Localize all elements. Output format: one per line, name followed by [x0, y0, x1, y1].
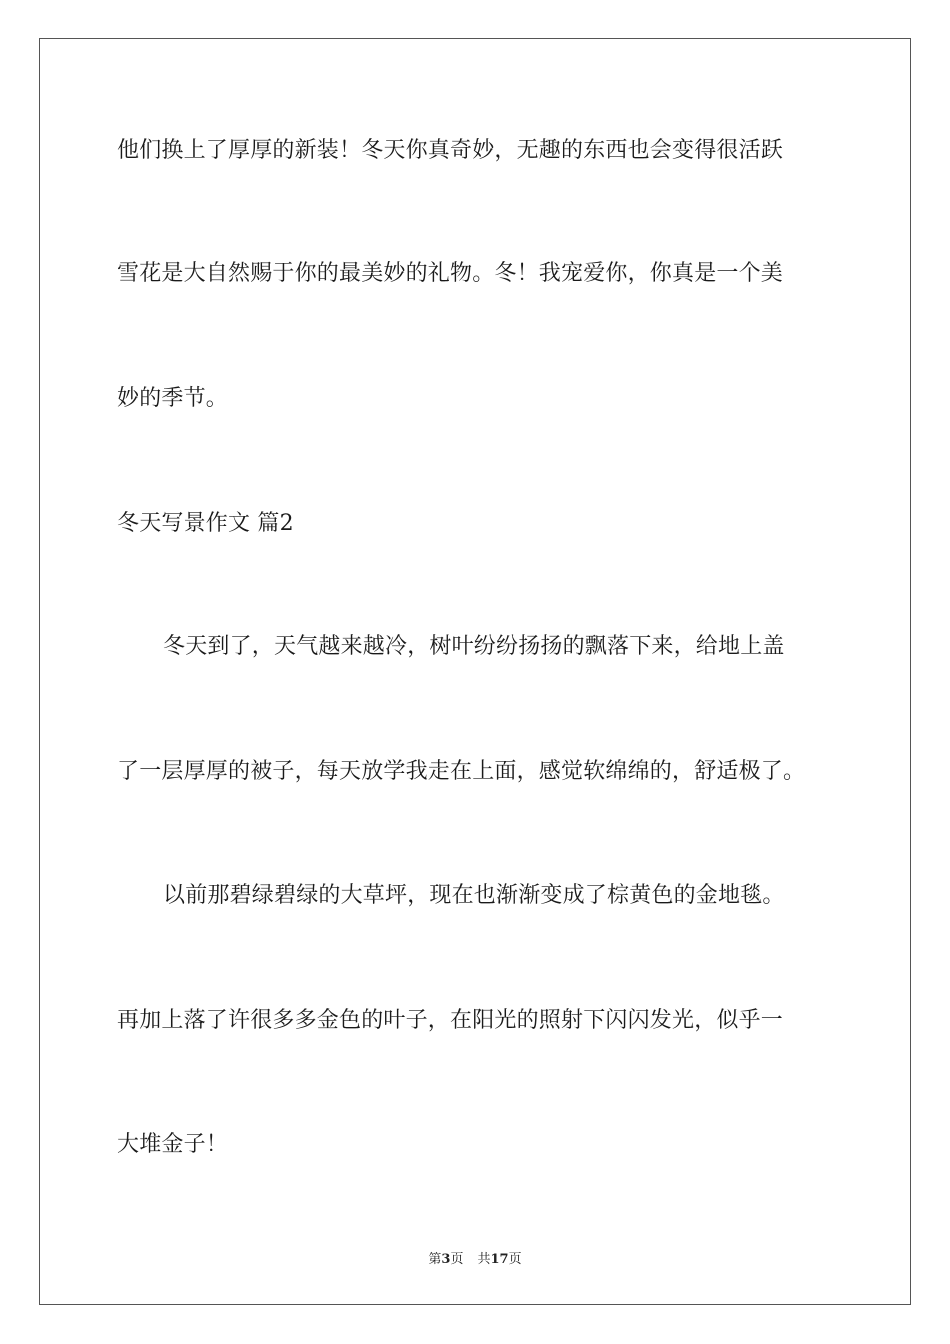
footer-page-number: 3 — [441, 1252, 451, 1267]
footer-total-suffix: 页 — [508, 1252, 522, 1267]
body-line-6: 以前那碧绿碧绿的大草坪，现在也渐渐变成了棕黄色的金地毯。 — [163, 883, 785, 908]
body-line-5: 了一层厚厚的被子，每天放学我走在上面，感觉软绵绵的，舒适极了。 — [117, 759, 806, 784]
footer-total-prefix: 共 — [477, 1252, 491, 1267]
body-line-3: 妙的季节。 — [117, 386, 229, 411]
footer-total-number: 17 — [490, 1252, 509, 1267]
body-line-8: 大堆金子！ — [117, 1132, 229, 1157]
body-line-1: 他们换上了厚厚的新装！冬天你真奇妙，无趣的东西也会变得很活跃 — [117, 138, 784, 163]
body-line-2: 雪花是大自然赐于你的最美妙的礼物。冬！我宠爱你，你真是一个美 — [117, 261, 784, 286]
footer-page-suffix: 页 — [450, 1252, 464, 1267]
section-heading: 冬天写景作文 篇2 — [117, 511, 294, 536]
body-line-4: 冬天到了，天气越来越冷，树叶纷纷扬扬的飘落下来，给地上盖 — [163, 634, 785, 659]
body-line-7: 再加上落了许很多多金色的叶子，在阳光的照射下闪闪发光，似乎一 — [117, 1008, 784, 1033]
page-border — [39, 38, 911, 1305]
page-footer — [0, 1248, 950, 1267]
footer-page-prefix: 第 — [428, 1252, 442, 1267]
